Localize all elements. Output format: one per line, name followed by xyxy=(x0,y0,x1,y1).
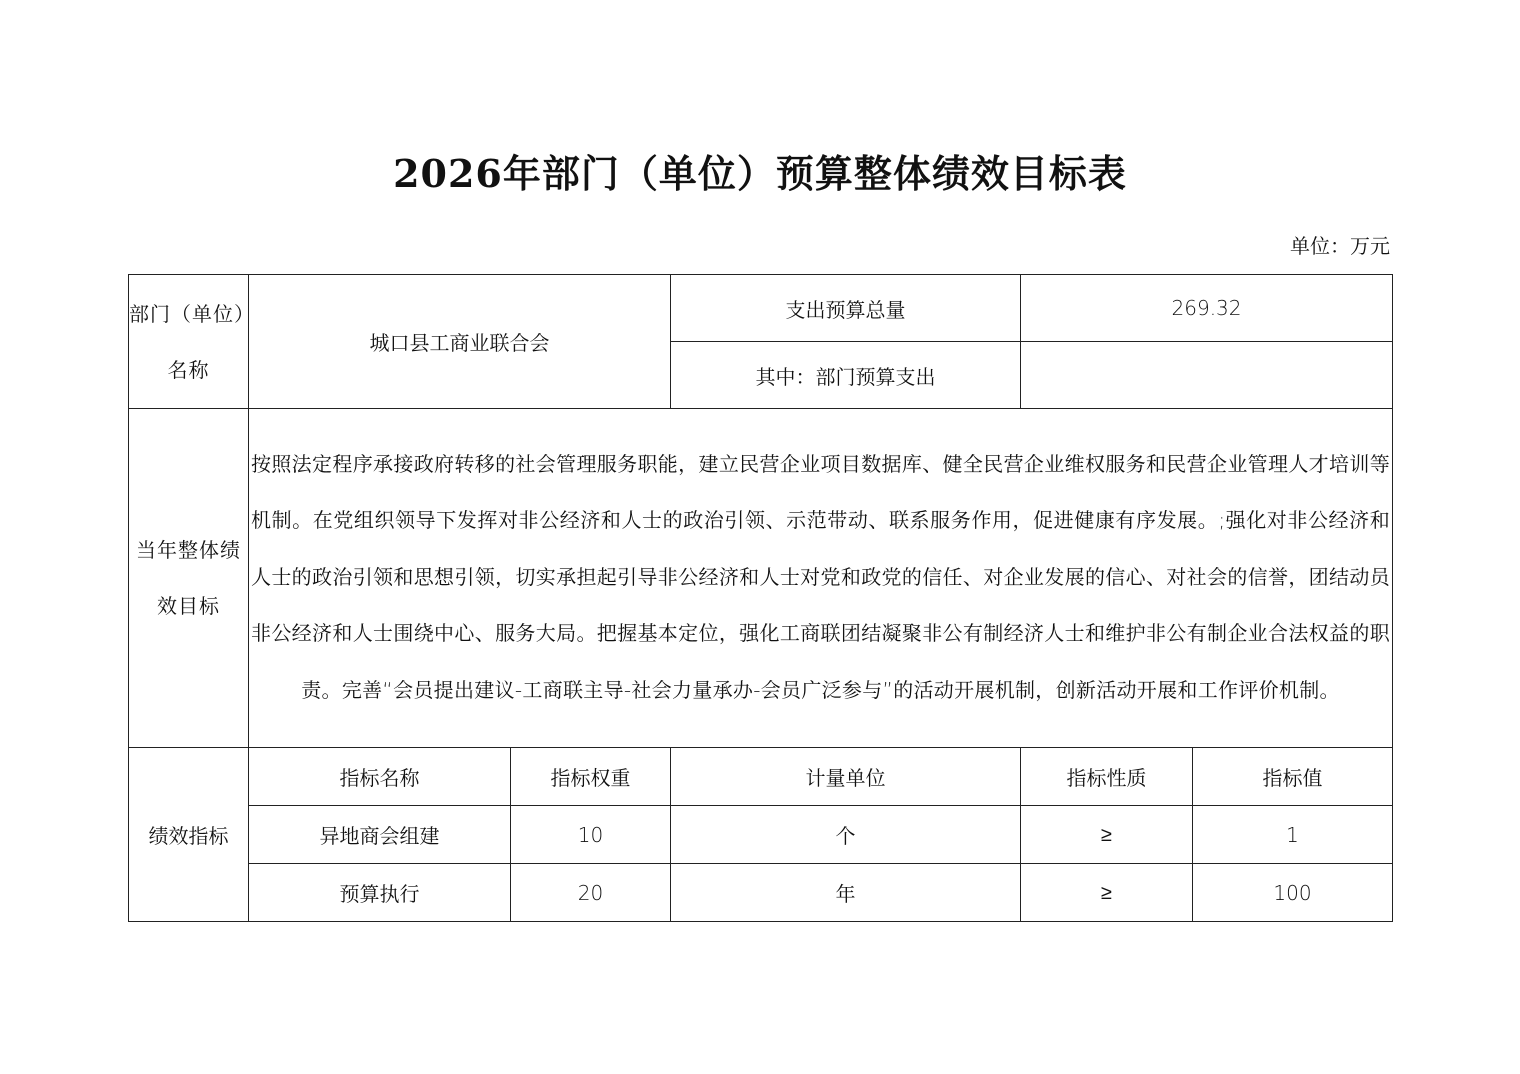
indicator-name: 预算执行 xyxy=(249,864,511,922)
indicator-unit: 年 xyxy=(671,864,1021,922)
column-header-unit: 计量单位 xyxy=(671,748,1021,806)
dept-budget-value xyxy=(1021,342,1393,409)
dept-budget-label: 其中：部门预算支出 xyxy=(671,342,1021,409)
indicator-unit: 个 xyxy=(671,806,1021,864)
total-budget-value: 269.32 xyxy=(1021,275,1393,342)
indicator-section-label: 绩效指标 xyxy=(129,748,249,922)
column-header-weight: 指标权重 xyxy=(511,748,671,806)
column-header-value: 指标值 xyxy=(1193,748,1393,806)
indicator-weight: 10 xyxy=(511,806,671,864)
annual-goal-text xyxy=(249,409,1393,748)
total-budget-label: 支出预算总量 xyxy=(671,275,1021,342)
column-header-nature: 指标性质 xyxy=(1021,748,1193,806)
performance-table xyxy=(128,274,1393,922)
dept-name-value: 城口县工商业联合会 xyxy=(249,275,671,409)
dept-label-line1: 部门（单位） xyxy=(129,301,255,326)
dept-label-line2: 名称 xyxy=(167,357,210,382)
goal-paragraph: 按照法定程序承接政府转移的社会管理服务职能，建立民营企业项目数据库、健全民营企业维权服务和民营企业管理人才培训等机制。在党组织领导下发挥对非公经济和人士的政治引领、示范带动、联系服务作用，促进健康有序发展。;强化对非公经济和人士的政治引领和思想引领，切实承担起引导非公经济和人士对党和政党的信任、对企业发展的信心、对社会的信誉，团结动员非公经济和人士围绕中心、服务大局。把握基本定位，强化工商联团结凝聚非公有制经济人士和维护非公有制企业合法权益的职责。完善“会员提出建议-工商联主导-社会力量承办-会员广泛参与”的活动开展机制，创新活动开展和工作评价机制。 xyxy=(251,451,1391,702)
indicator-nature: ≥ xyxy=(1021,864,1193,922)
goal-label-line2: 效目标 xyxy=(157,594,220,618)
indicator-name: 异地商会组建 xyxy=(249,806,511,864)
indicator-nature: ≥ xyxy=(1021,806,1193,864)
goal-label-line1: 当年整体绩 xyxy=(136,538,241,562)
column-header-name: 指标名称 xyxy=(249,748,511,806)
page-title: 2026年部门（单位）预算整体绩效目标表 xyxy=(393,151,1127,196)
indicator-value: 100 xyxy=(1193,864,1393,922)
unit-label: 单位：万元 xyxy=(1290,234,1390,258)
table-row xyxy=(129,806,1393,864)
indicator-value: 1 xyxy=(1193,806,1393,864)
dept-name-label xyxy=(129,275,255,409)
table-row xyxy=(129,864,1393,922)
annual-goal-label xyxy=(129,409,249,748)
indicator-weight: 20 xyxy=(511,864,671,922)
